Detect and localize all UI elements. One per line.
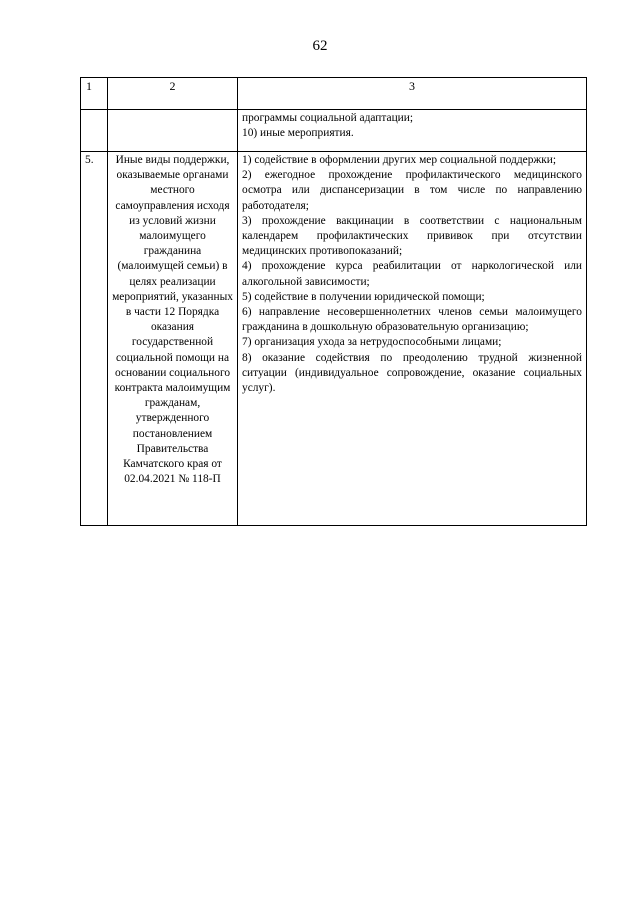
list-item: 4) прохождение курса реабилитации от наркологической или алкогольной зависимости; <box>242 260 582 288</box>
list-item: 6) направление несовершеннолетних членов семьи малоимущего гражданина в дошкольную образовательную организацию; <box>242 306 582 334</box>
table-header-row <box>81 78 587 110</box>
list-item: 3) прохождение вакцинации в соответствии с национальным календарем профилактических прививок при отсутствии медицинских противопоказаний; <box>242 214 582 258</box>
list-item: 7) организация ухода за нетрудоспособными лицами; <box>242 336 502 349</box>
header-col-1: 1 <box>81 78 108 110</box>
row-number <box>81 110 108 152</box>
list-item: 1) содействие в оформлении других мер социальной поддержки; <box>242 154 557 166</box>
list-item: 8) оказание содействия по преодолению трудной жизненной ситуации (индивидуальное сопровождение, оказание социальных услуг). <box>242 351 582 395</box>
list-item: 10) иные мероприятия. <box>242 127 354 140</box>
header-col-2: 2 <box>108 78 238 110</box>
page-number: 62 <box>312 38 328 54</box>
list-item: программы социальной адаптации; <box>242 112 414 124</box>
table-row <box>81 152 587 526</box>
support-type <box>108 110 238 152</box>
list-item: 2) ежегодное прохождение профилактического медицинского осмотра или диспансеризации в том числе по направлению работодателя; <box>242 169 582 212</box>
list-item: 5) содействие в получении юридической помощи; <box>242 290 485 303</box>
measures-list <box>238 110 587 152</box>
measures-table <box>80 77 587 526</box>
support-type: Иные виды поддержки, оказываемые органами местного самоуправления исходя из условий жизни малоимущего гражданина (малоимущей семьи) в целях реализации мероприятий, указанных в части 12 Порядка оказания государственной социальной помощи на основании социального контракта малоимущим гражданам, утвержденного постановлением Правительства Камчатского края от 02.04.2021 № 118-П <box>108 152 238 526</box>
header-col-3: 3 <box>238 78 587 110</box>
table-row <box>81 110 587 152</box>
row-number: 5. <box>81 152 108 526</box>
measures-list <box>238 152 587 526</box>
